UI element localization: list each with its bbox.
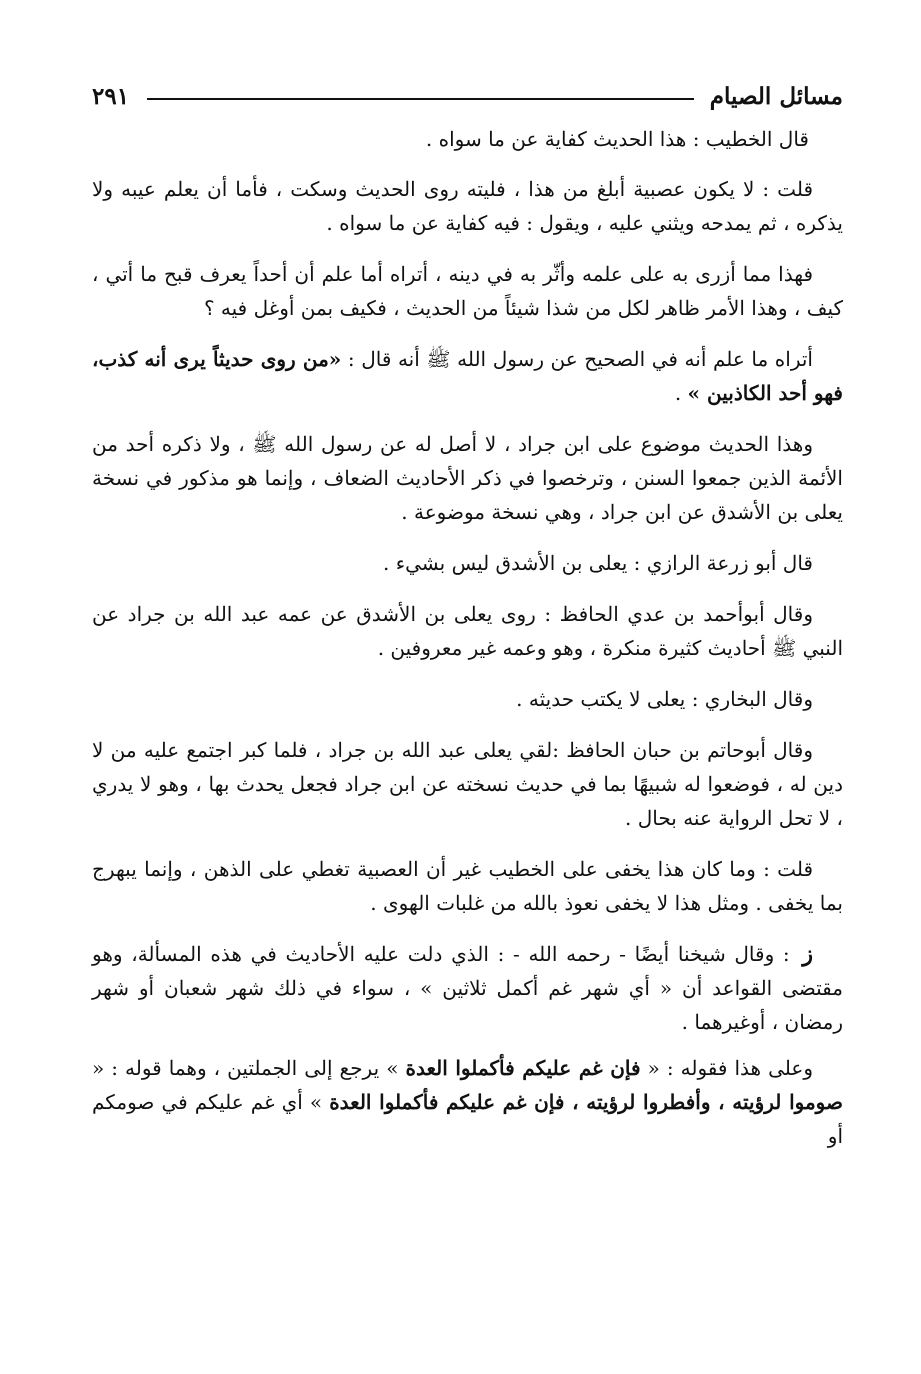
hadith-quote: صوموا لرؤيته ، وأفطروا لرؤيته ، فإن غم عليكم فأكملوا العدة xyxy=(329,1090,843,1114)
page-number: ٢٩١ xyxy=(92,82,130,110)
paragraph: وهذا الحديث موضوع على ابن جراد ، لا أصل له عن رسول الله ﷺ ، ولا ذكره أحد من الأئمة الذين جمعوا السنن ، وترخصوا في ذكر الأحاديث الضعاف ، وإنما هو مذكور في نسخة يعلى بن الأشدق عن ابن جراد ، وهي نسخة موضوعة . xyxy=(92,432,843,524)
paragraph: وقال أبوأحمد بن عدي الحافظ : روى يعلى بن الأشدق عن عمه عبد الله بن جراد عن النبي ﷺ أحاديث كثيرة منكرة ، وهو وعمه غير معروفين . xyxy=(92,602,843,660)
paragraph: قال أبو زرعة الرازي : يعلى بن الأشدق ليس بشيء . xyxy=(383,551,813,575)
chapter-title: مسائل الصيام xyxy=(709,82,843,110)
hadith-quote: «من روى حديثاً يرى أنه كذب، فهو أحد الكاذبين » xyxy=(92,347,843,405)
paragraph: أتراه ما علم أنه في الصحيح عن رسول الله ﷺ أنه قال : «من روى حديثاً يرى أنه كذب، فهو أحد الكاذبين » . xyxy=(92,347,843,405)
paragraph: ز : وقال شيخنا أيضًا - رحمه الله - : الذي دلت عليه الأحاديث في هذه المسألة، وهو مقتضى القواعد أن « أي شهر غم أكمل ثلاثين » ، سواء في ذلك شهر شعبان أو شهر رمضان ، أوغيرهما . xyxy=(92,941,843,1034)
paragraph: قال الخطيب : هذا الحديث كفاية عن ما سواه . xyxy=(425,127,809,151)
running-header xyxy=(92,78,843,114)
paragraph: قلت : لا يكون عصبية أبلغ من هذا ، فليته روى الحديث وسكت ، فأما أن يعلم عيبه ولا يذكره ، ثم يمدحه ويثني عليه ، ويقول : فيه كفاية عن ما سواه . xyxy=(92,177,843,235)
paragraph: فهذا مما أزرى به على علمه وأثّر به في دينه ، أتراه أما علم أن أحداً يعرف قبح ما أتي ، كيف ، وهذا الأمر ظاهر لكل من شذا شيئاً من الحديث ، فكيف بمن أوغل فيه ؟ xyxy=(92,262,843,320)
body-text xyxy=(92,122,843,1153)
paragraph: وقال أبوحاتم بن حبان الحافظ :لقي يعلى عبد الله بن جراد ، فلما كبر اجتمع عليه من لا دين له ، فوضعوا له شبيهًا بما في حديث نسخته عن ابن جراد فجعل يحدث بها ، وهو لا يدري ، لا تحل الرواية عنه بحال . xyxy=(92,738,843,830)
hadith-quote: فإن غم عليكم فأكملوا العدة xyxy=(405,1056,641,1080)
paragraph: وقال البخاري : يعلى لا يكتب حديثه . xyxy=(516,687,813,711)
section-marker: ز xyxy=(802,941,813,967)
paragraph: وعلى هذا فقوله : « فإن غم عليكم فأكملوا العدة » يرجع إلى الجملتين ، وهما قوله : « صوموا لرؤيته ، وأفطروا لرؤيته ، فإن غم عليكم فأكملوا العدة » أي غم عليكم في صومكم أو xyxy=(92,1056,843,1148)
paragraph: قلت : وما كان هذا يخفى على الخطيب غير أن العصبية تغطي على الذهن ، وإنما يبهرج بما يخفى . ومثل هذا لا يخفى نعوذ بالله من غلبات الهوى . xyxy=(92,857,843,915)
header-rule xyxy=(147,98,694,100)
